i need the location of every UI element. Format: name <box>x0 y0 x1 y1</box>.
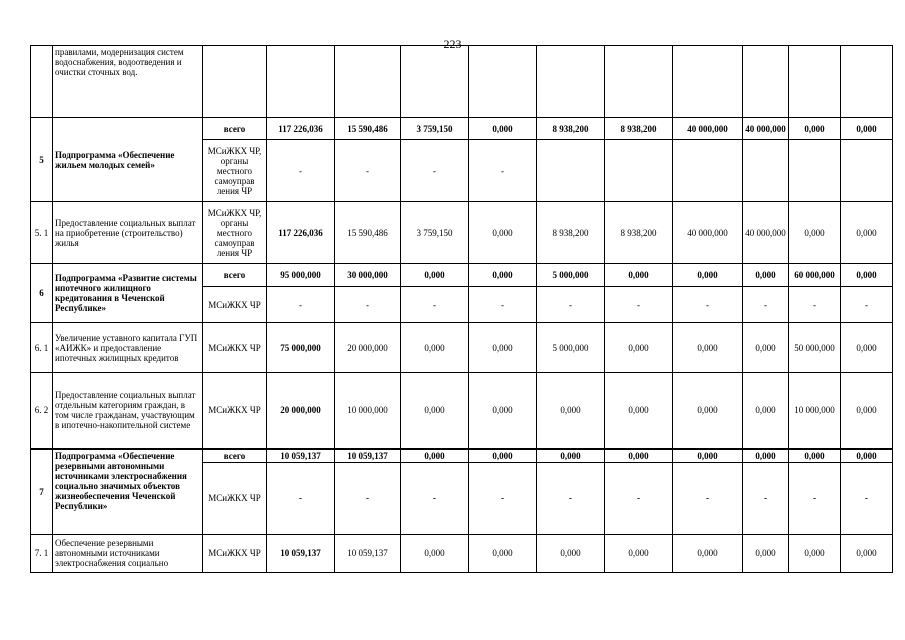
value-cell: 0,000 <box>789 118 841 140</box>
value-cell: 0,000 <box>789 202 841 264</box>
value-cell: 5 000,000 <box>537 323 605 373</box>
value-cell: 75 000,000 <box>267 323 335 373</box>
value-cell: - <box>401 462 469 534</box>
row-name-cell: Подпрограмма «Обеспечение жильем молодых семей» <box>53 118 203 202</box>
row-name-cell: Увеличение уставного капитала ГУП «АИЖК» и предоставление ипотечных жилищных кредитов <box>53 323 203 373</box>
value-cell: - <box>267 140 335 202</box>
value-cell <box>789 140 841 202</box>
value-cell <box>267 46 335 118</box>
value-cell: - <box>335 140 401 202</box>
value-cell: - <box>789 462 841 534</box>
value-cell: 15 590,486 <box>335 202 401 264</box>
value-cell: 0,000 <box>605 323 673 373</box>
value-cell: - <box>537 462 605 534</box>
value-cell: 0,000 <box>743 264 789 287</box>
value-cell: 0,000 <box>605 373 673 449</box>
value-cell: 40 000,000 <box>673 202 743 264</box>
value-cell: 0,000 <box>841 264 893 287</box>
value-cell: 10 059,137 <box>267 449 335 463</box>
row-number-cell: 6. 2 <box>31 373 53 449</box>
row-name-cell: правилами, модернизация систем водоснабжения, водоотведения и очистки сточных вод. <box>53 46 203 118</box>
table-row <box>31 449 893 463</box>
row-number-cell: 6. 1 <box>31 323 53 373</box>
row-number-cell: 6 <box>31 264 53 323</box>
row-number-cell: 7 <box>31 449 53 535</box>
value-cell: 0,000 <box>743 449 789 463</box>
value-cell <box>673 46 743 118</box>
value-cell <box>743 46 789 118</box>
value-cell: 0,000 <box>469 534 537 572</box>
value-cell <box>537 140 605 202</box>
table-row <box>31 118 893 140</box>
value-cell: 8 938,200 <box>605 118 673 140</box>
value-cell: - <box>605 462 673 534</box>
value-cell <box>841 140 893 202</box>
executor-cell: МСиЖКХ ЧР, органы местного самоуправ ления ЧР <box>203 202 267 264</box>
value-cell <box>537 46 605 118</box>
value-cell: 10 059,137 <box>267 534 335 572</box>
value-cell: - <box>673 287 743 323</box>
value-cell <box>605 140 673 202</box>
value-cell: 0,000 <box>673 373 743 449</box>
value-cell: 3 759,150 <box>401 202 469 264</box>
value-cell: 0,000 <box>789 449 841 463</box>
value-cell: 0,000 <box>673 323 743 373</box>
value-cell: - <box>335 462 401 534</box>
value-cell: 20 000,000 <box>335 323 401 373</box>
value-cell: - <box>469 140 537 202</box>
value-cell: 10 059,137 <box>335 449 401 463</box>
value-cell: 40 000,000 <box>743 202 789 264</box>
value-cell: 3 759,150 <box>401 118 469 140</box>
value-cell: 0,000 <box>841 449 893 463</box>
value-cell: - <box>469 287 537 323</box>
row-number-cell: 5 <box>31 118 53 202</box>
value-cell: - <box>335 287 401 323</box>
executor-cell: всего <box>203 118 267 140</box>
value-cell <box>841 46 893 118</box>
value-cell: 0,000 <box>743 373 789 449</box>
value-cell <box>401 46 469 118</box>
value-cell: - <box>743 462 789 534</box>
table-row <box>31 323 893 373</box>
value-cell: 117 226,036 <box>267 118 335 140</box>
value-cell: 0,000 <box>841 373 893 449</box>
value-cell: 0,000 <box>401 449 469 463</box>
executor-cell: МСиЖКХ ЧР <box>203 287 267 323</box>
value-cell <box>673 140 743 202</box>
value-cell: 117 226,036 <box>267 202 335 264</box>
value-cell: 0,000 <box>469 323 537 373</box>
value-cell: 10 000,000 <box>789 373 841 449</box>
value-cell: 0,000 <box>605 534 673 572</box>
value-cell: - <box>401 140 469 202</box>
executor-cell: МСиЖКХ ЧР, органы местного самоуправ ления ЧР <box>203 140 267 202</box>
table-row <box>31 46 893 118</box>
row-name-cell: Подпрограмма «Развитие системы ипотечного жилищного кредитования в Чеченской Республике» <box>53 264 203 323</box>
value-cell: 8 938,200 <box>537 118 605 140</box>
value-cell: 15 590,486 <box>335 118 401 140</box>
value-cell: 0,000 <box>537 449 605 463</box>
value-cell: 0,000 <box>469 373 537 449</box>
executor-cell: МСиЖКХ ЧР <box>203 323 267 373</box>
value-cell <box>469 46 537 118</box>
row-name-cell: Обеспечение резервными автономными источниками электроснабжения социально <box>53 534 203 572</box>
value-cell: - <box>469 462 537 534</box>
value-cell: - <box>789 287 841 323</box>
value-cell: 0,000 <box>841 534 893 572</box>
value-cell <box>789 46 841 118</box>
value-cell: 0,000 <box>469 202 537 264</box>
value-cell: 8 938,200 <box>605 202 673 264</box>
executor-cell <box>203 46 267 118</box>
value-cell: - <box>537 287 605 323</box>
row-name-cell: Предоставление социальных выплат отдельным категориям граждан, в том числе гражданам, участвующим в ипотечно-накопительной системе <box>53 373 203 449</box>
budget-table <box>30 45 893 573</box>
value-cell: 0,000 <box>841 118 893 140</box>
executor-cell: всего <box>203 449 267 463</box>
value-cell: 5 000,000 <box>537 264 605 287</box>
value-cell: 0,000 <box>673 264 743 287</box>
value-cell: 0,000 <box>401 323 469 373</box>
value-cell: - <box>401 287 469 323</box>
value-cell: - <box>841 287 893 323</box>
value-cell: 60 000,000 <box>789 264 841 287</box>
value-cell: 0,000 <box>469 449 537 463</box>
page-number: 223 <box>443 37 462 51</box>
table-row <box>31 202 893 264</box>
value-cell: 0,000 <box>469 264 537 287</box>
value-cell: 0,000 <box>743 323 789 373</box>
value-cell: 0,000 <box>401 373 469 449</box>
value-cell: - <box>841 462 893 534</box>
value-cell: 10 000,000 <box>335 373 401 449</box>
value-cell: 20 000,000 <box>267 373 335 449</box>
row-number-cell: 5. 1 <box>31 202 53 264</box>
table-row <box>31 373 893 449</box>
value-cell: 0,000 <box>469 118 537 140</box>
value-cell: 0,000 <box>789 534 841 572</box>
value-cell: 0,000 <box>605 449 673 463</box>
value-cell: 0,000 <box>537 373 605 449</box>
value-cell: 0,000 <box>841 202 893 264</box>
value-cell: 0,000 <box>401 534 469 572</box>
table-body <box>31 46 893 573</box>
executor-cell: МСиЖКХ ЧР <box>203 534 267 572</box>
executor-cell: МСиЖКХ ЧР <box>203 373 267 449</box>
value-cell: 95 000,000 <box>267 264 335 287</box>
value-cell: 0,000 <box>673 449 743 463</box>
value-cell: 40 000,000 <box>743 118 789 140</box>
row-name-cell: Предоставление социальных выплат на приобретение (строительство) жилья <box>53 202 203 264</box>
value-cell: - <box>605 287 673 323</box>
value-cell: 0,000 <box>673 534 743 572</box>
table-row <box>31 264 893 287</box>
row-number-cell <box>31 46 53 118</box>
value-cell: 0,000 <box>605 264 673 287</box>
value-cell: 50 000,000 <box>789 323 841 373</box>
value-cell: - <box>267 287 335 323</box>
value-cell: 8 938,200 <box>537 202 605 264</box>
value-cell <box>605 46 673 118</box>
value-cell <box>335 46 401 118</box>
executor-cell: всего <box>203 264 267 287</box>
value-cell: 0,000 <box>401 264 469 287</box>
value-cell: 0,000 <box>743 534 789 572</box>
value-cell <box>743 140 789 202</box>
value-cell: - <box>743 287 789 323</box>
value-cell: - <box>673 462 743 534</box>
executor-cell: МСиЖКХ ЧР <box>203 462 267 534</box>
value-cell: 10 059,137 <box>335 534 401 572</box>
value-cell: 40 000,000 <box>673 118 743 140</box>
value-cell: 30 000,000 <box>335 264 401 287</box>
value-cell: - <box>267 462 335 534</box>
row-name-cell: Подпрограмма «Обеспечение резервными автономными источниками электроснабжения социально значимых объектов жизнеобеспечения Чеченской Республики» <box>53 449 203 535</box>
row-number-cell: 7. 1 <box>31 534 53 572</box>
value-cell: 0,000 <box>537 534 605 572</box>
table-row <box>31 534 893 572</box>
value-cell: 0,000 <box>841 323 893 373</box>
